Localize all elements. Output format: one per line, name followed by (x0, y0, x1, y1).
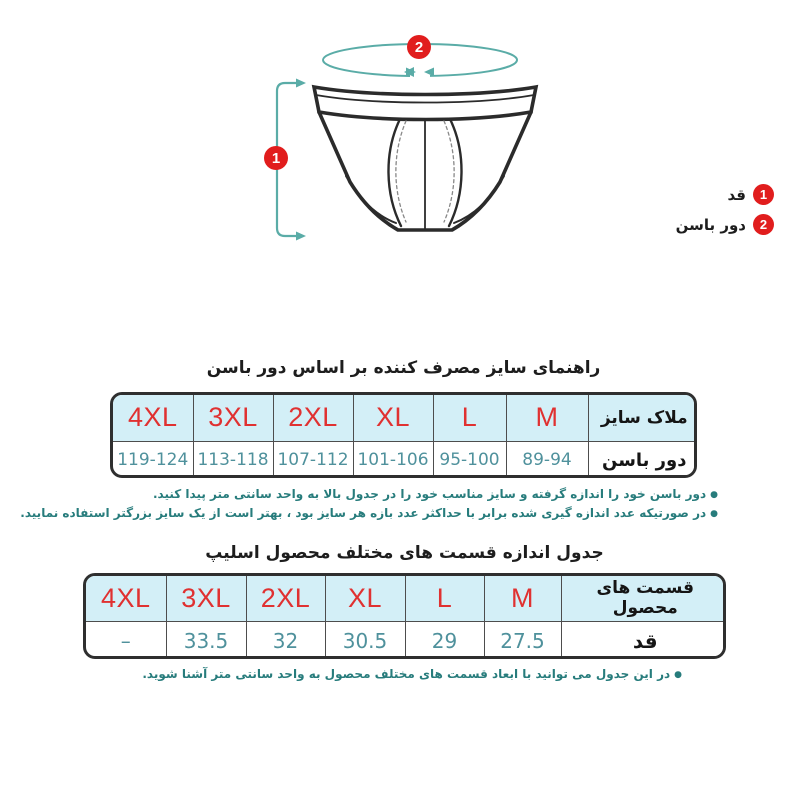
briefs-illustration (314, 87, 536, 230)
dims-size-m: M (484, 576, 561, 621)
legend-item-height (676, 184, 774, 205)
note-bigger-size (20, 505, 718, 524)
legend-item-hip (676, 214, 774, 235)
height-xl: 30.5 (325, 621, 405, 659)
size-criterion-label: ملاک سایز (588, 395, 697, 441)
height-m: 27.5 (484, 621, 561, 659)
legend-label-height: قد (727, 185, 746, 204)
dims-size-4xl: 4XL (86, 576, 166, 621)
size-guide-values-row (113, 441, 697, 478)
height-marker-badge: 1 (264, 146, 288, 170)
dims-size-xl: XL (325, 576, 405, 621)
size-cell-2xl: 2XL (273, 395, 353, 441)
size-cell-xl: XL (353, 395, 433, 441)
height-row-label: قد (561, 621, 726, 659)
product-dims-title: جدول اندازه قسمت های مختلف محصول اسلیپ (205, 543, 604, 563)
bullet-icon: ● (710, 490, 718, 500)
dims-size-2xl: 2XL (246, 576, 325, 621)
dims-size-l: L (405, 576, 484, 621)
product-parts-label: قسمت های محصول (561, 576, 726, 621)
size-guide-notes (20, 486, 718, 523)
size-cell-l: L (433, 395, 506, 441)
note-dims-info (142, 666, 682, 685)
size-cell-4xl: 4XL (113, 395, 193, 441)
range-xl: 101-106 (353, 441, 433, 478)
range-3xl: 113-118 (193, 441, 273, 478)
size-guide-title: راهنمای سایز مصرف کننده بر اساس دور باسن (206, 358, 601, 378)
size-guide-header-row (113, 395, 697, 441)
bullet-icon: ● (674, 670, 682, 680)
hip-marker-badge: 2 (407, 35, 431, 59)
dims-size-3xl: 3XL (166, 576, 246, 621)
product-dims-table (83, 573, 726, 659)
legend-label-hip: دور باسن (675, 215, 746, 234)
diagram-legend (676, 184, 774, 244)
note-measure-hip (20, 486, 718, 505)
height-l: 29 (405, 621, 484, 659)
height-2xl: 32 (246, 621, 325, 659)
note-text: در صورتیکه عدد اندازه گیری شده برابر با حداکثر عدد بازه هر سایز بود ، بهتر است از یک سایز بزرگتر استفاده نمایید. (20, 505, 707, 520)
product-dims-header-row (86, 576, 726, 621)
size-cell-m: M (506, 395, 588, 441)
product-dims-note (142, 666, 682, 685)
product-dims-values-row (86, 621, 726, 659)
height-4xl: – (86, 621, 166, 659)
range-4xl: 119-124 (113, 441, 193, 478)
height-3xl: 33.5 (166, 621, 246, 659)
range-2xl: 107-112 (273, 441, 353, 478)
note-text: در این جدول می توانید با ابعاد قسمت های مختلف محصول به واحد سانتی متر آشنا شوید. (142, 667, 671, 681)
bullet-icon: ● (710, 508, 718, 519)
size-cell-3xl: 3XL (193, 395, 273, 441)
range-l: 95-100 (433, 441, 506, 478)
legend-badge-1: 1 (753, 184, 774, 205)
hip-measure-label: دور باسن (588, 441, 697, 478)
range-m: 89-94 (506, 441, 588, 478)
legend-badge-2: 2 (753, 214, 774, 235)
note-text: دور باسن خود را اندازه گرفته و سایز مناسب خود را در جدول بالا به واحد سانتی متر پیدا کنید. (152, 487, 707, 501)
size-guide-table (110, 392, 697, 478)
